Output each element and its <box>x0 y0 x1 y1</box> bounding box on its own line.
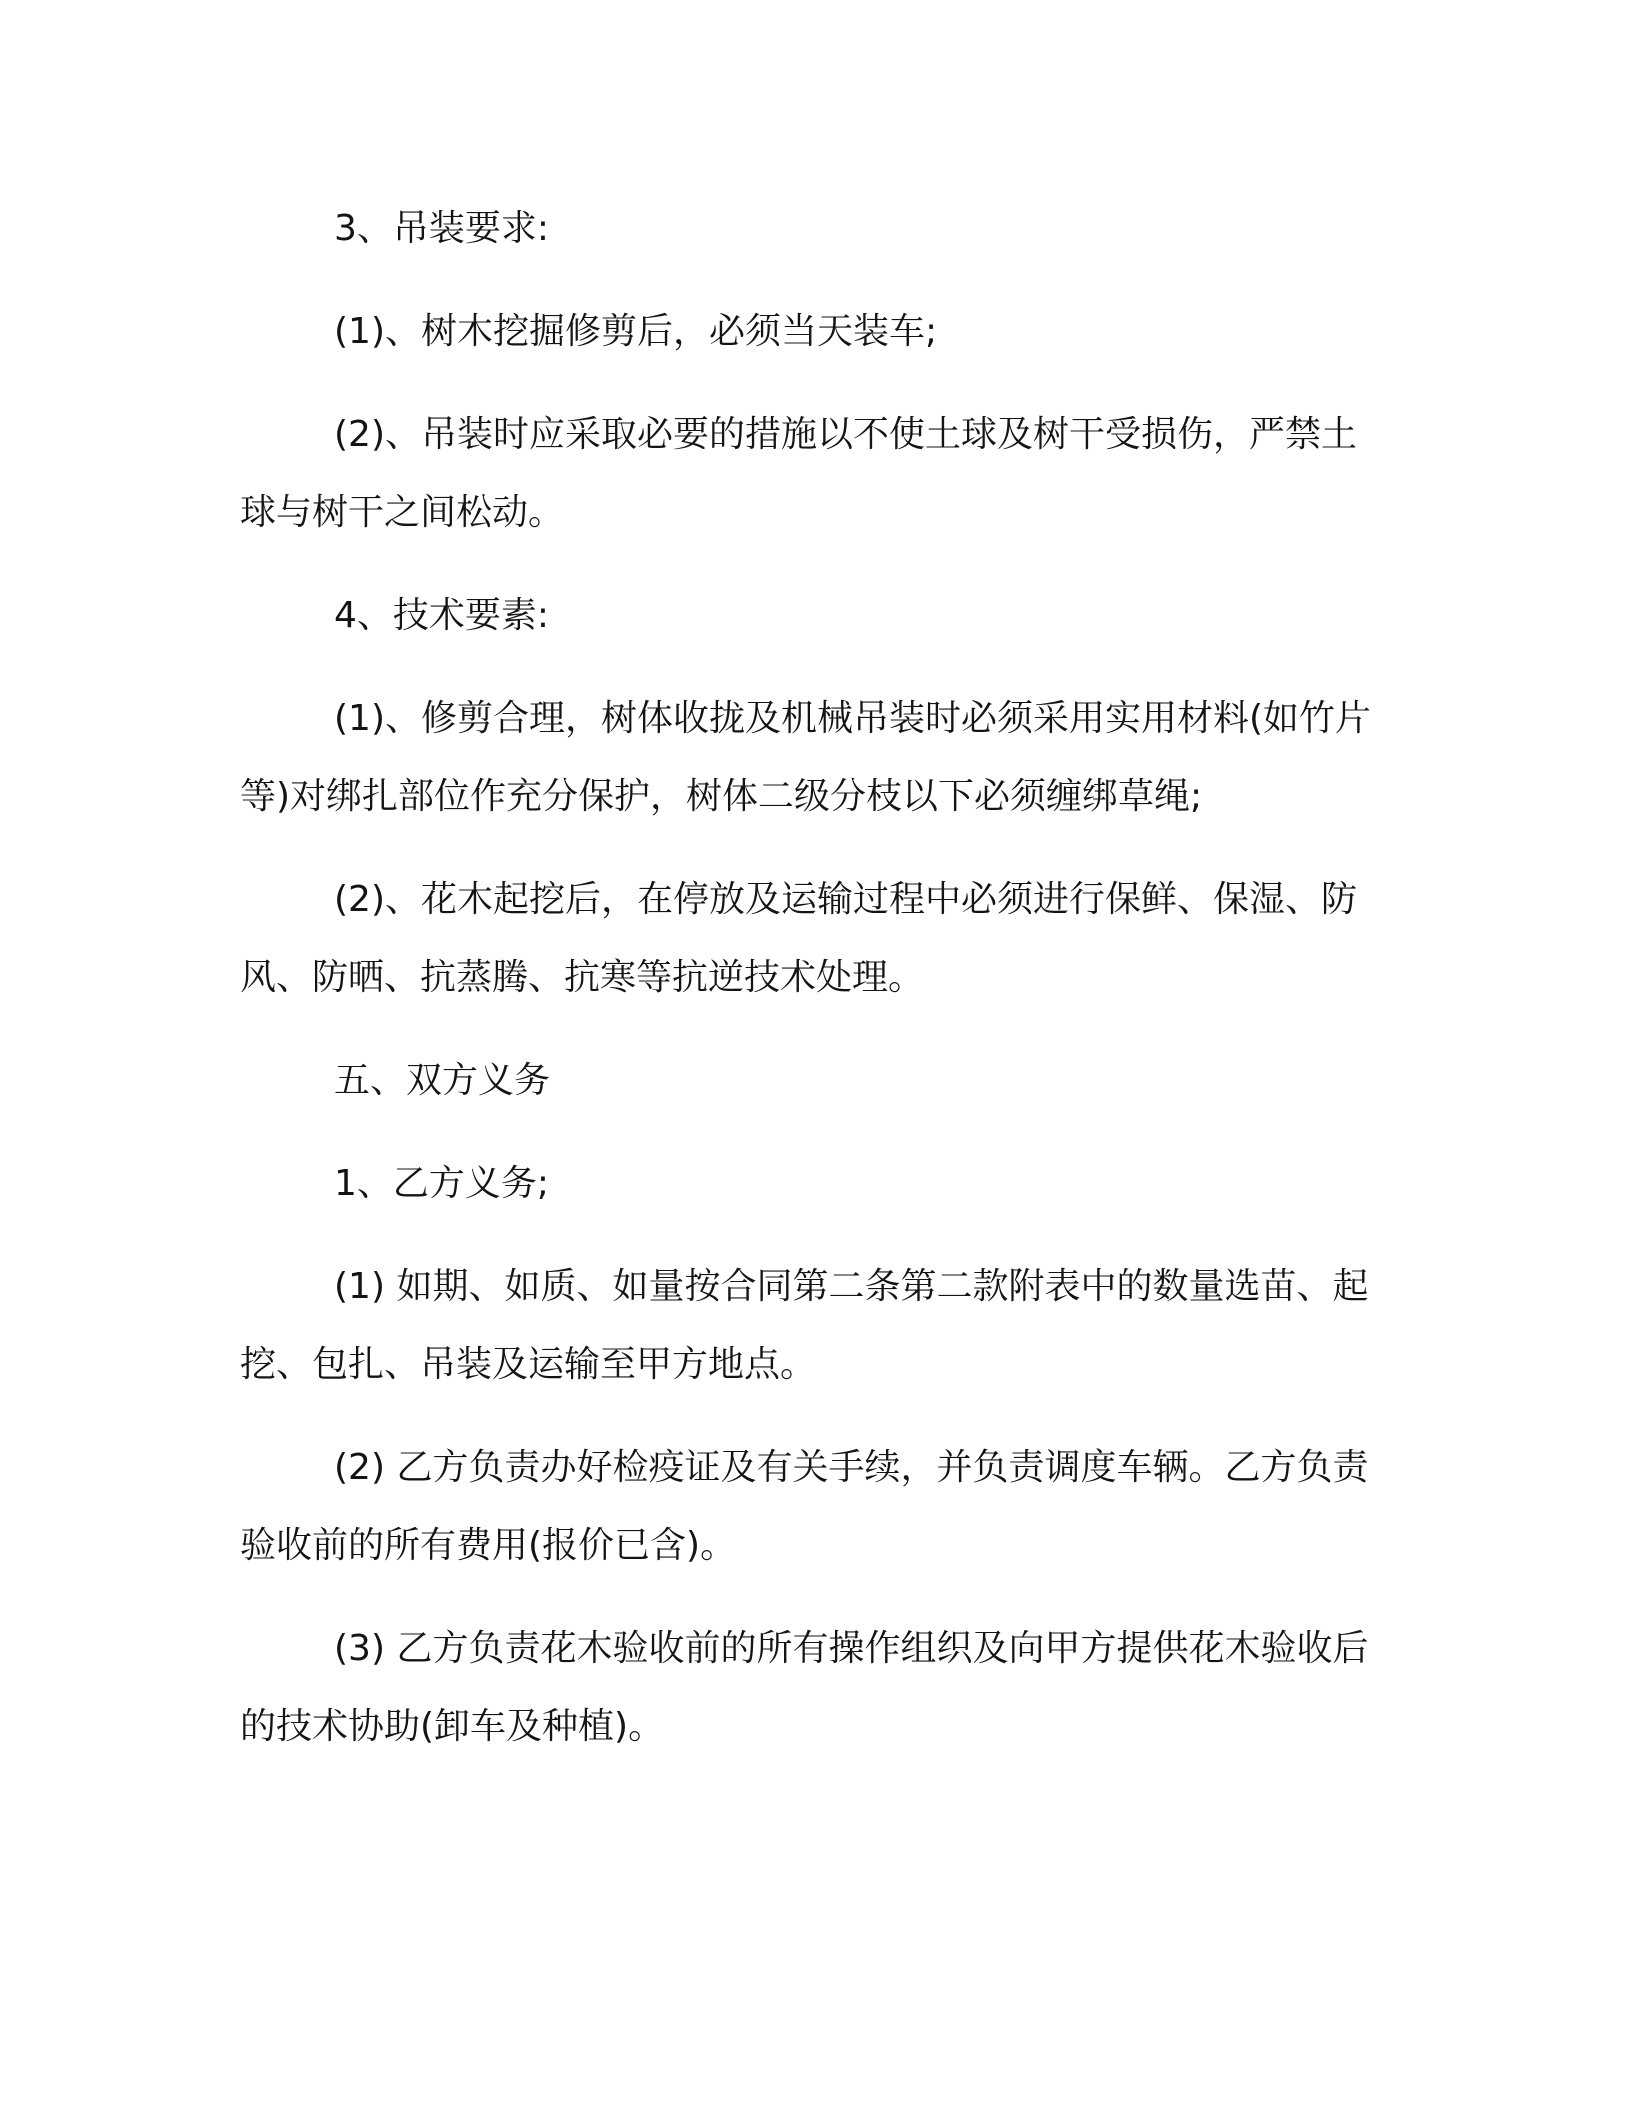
document-body <box>240 190 1390 1791</box>
section-heading-technical: 4、技术要素: <box>334 595 550 636</box>
paragraph-hoisting-1: (1)、树木挖掘修剪后，必须当天装车; <box>334 311 938 352</box>
section-heading-hoisting: 3、吊装要求: <box>334 208 550 249</box>
paragraph-obligation-3: (3) 乙方负责花木验收前的所有操作组织及向甲方提供花木验收后的技术协助(卸车及种植)。 <box>240 1628 1369 1747</box>
paragraph-technical-2: (2)、花木起挖后，在停放及运输过程中必须进行保鲜、保湿、防风、防晒、抗蒸腾、抗寒等抗逆技术处理。 <box>240 879 1357 998</box>
paragraph-hoisting-2: (2)、吊装时应采取必要的措施以不使土球及树干受损伤，严禁土球与树干之间松动。 <box>240 414 1357 533</box>
paragraph-obligation-1: (1) 如期、如质、如量按合同第二条第二款附表中的数量选苗、起挖、包扎、吊装及运输至甲方地点。 <box>240 1266 1369 1385</box>
paragraph-obligation-2: (2) 乙方负责办好检疫证及有关手续，并负责调度车辆。乙方负责验收前的所有费用(报价已含)。 <box>240 1447 1369 1566</box>
section-heading-obligations: 五、双方义务 <box>334 1060 551 1101</box>
paragraph-technical-1: (1)、修剪合理，树体收拢及机械吊装时必须采用实用材料(如竹片等)对绑扎部位作充分保护，树体二级分枝以下必须缠绑草绳; <box>240 698 1372 817</box>
subheading-party-b-obligations: 1、乙方义务; <box>334 1163 550 1204</box>
